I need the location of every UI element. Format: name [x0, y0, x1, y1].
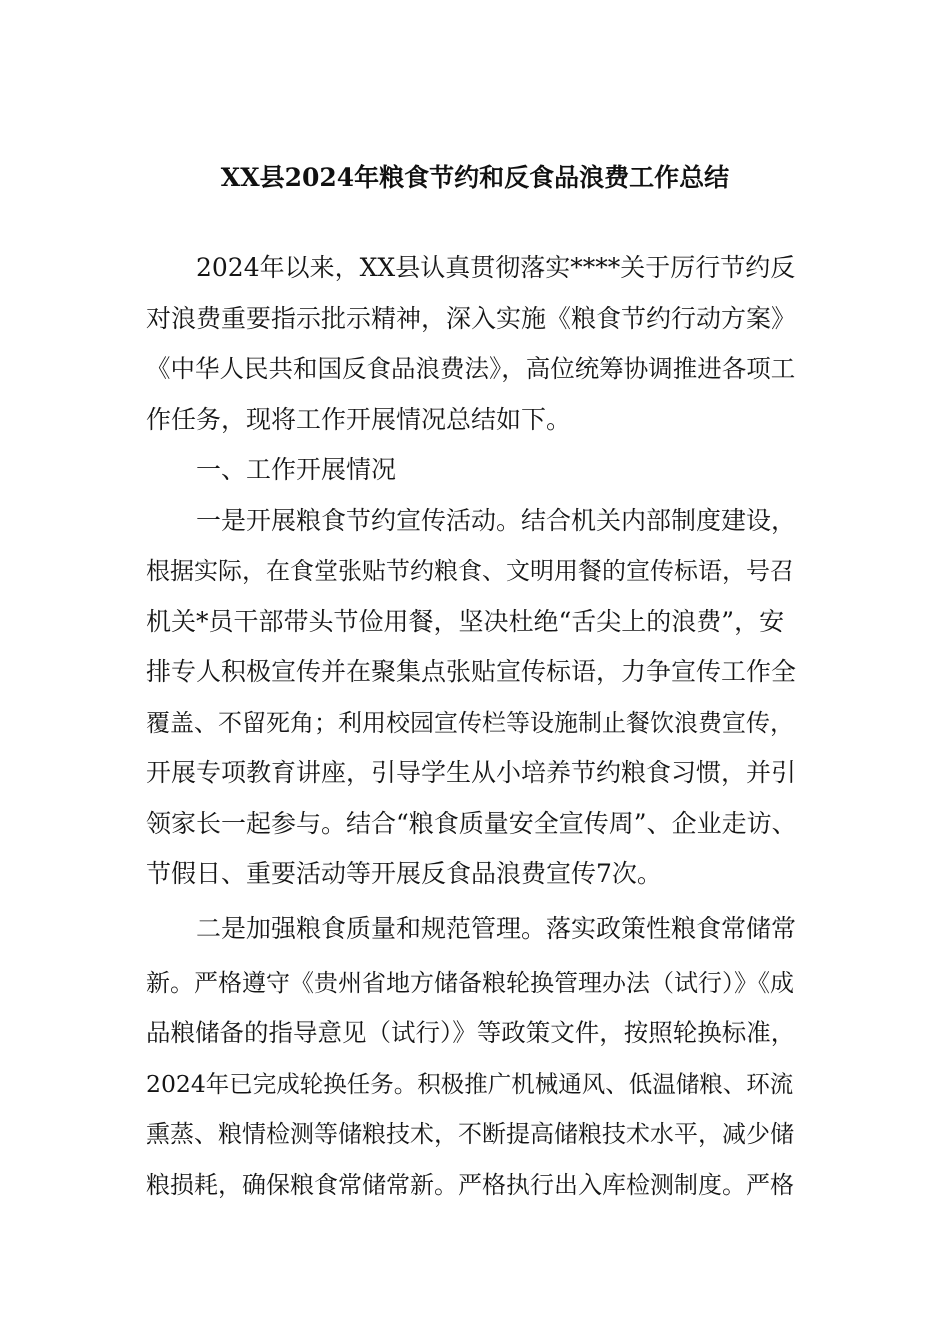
- paragraph-line: 根据实际，在食堂张贴节约粮食、文明用餐的宣传标语，号召: [146, 557, 794, 585]
- paragraph-line: 《中华人民共和国反食品浪费法》，高位统筹协调推进各项工: [146, 354, 796, 383]
- paragraph-line: 机关*员干部带头节俭用餐，坚决杜绝“舌尖上的浪费”，安: [146, 606, 785, 636]
- section-heading: 一、工作开展情况: [196, 455, 397, 484]
- paragraph-line: 作任务，现将工作开展情况总结如下。: [146, 404, 572, 434]
- paragraph-line: 一是开展粮食节约宣传活动。结合机关内部制度建设，: [196, 505, 797, 535]
- document-title: XX县2024年粮食节约和反食品浪费工作总结: [220, 163, 730, 192]
- paragraph-line: 熏蒸、粮情检测等储粮技术，不断提高储粮技术水平，减少储: [146, 1120, 794, 1148]
- paragraph-line: 2024年已完成轮换任务。积极推广机械通风、低温储粮、环流: [146, 1069, 794, 1098]
- paragraph-line: 覆盖、不留死角；利用校园宣传栏等设施制止餐饮浪费宣传，: [146, 708, 794, 737]
- paragraph-line: 新。严格遵守《贵州省地方储备粮轮换管理办法（试行）》《成: [146, 968, 794, 997]
- paragraph-line: 开展专项教育讲座，引导学生从小培养节约粮食习惯，并引: [146, 758, 797, 787]
- paragraph-line: 粮损耗，确保粮食常储常新。严格执行出入库检测制度。严格: [146, 1170, 794, 1199]
- paragraph-line: 品粮储备的指导意见（试行）》等政策文件，按照轮换标准，: [146, 1018, 796, 1047]
- paragraph-line: 对浪费重要指示批示精神，深入实施《粮食节约行动方案》: [146, 303, 797, 333]
- paragraph-line: 领家长一起参与。结合“粮食质量安全宣传周”、企业走访、: [146, 808, 797, 838]
- document-body: [146, 243, 806, 1210]
- paragraph-line: 排专人积极宣传并在聚集点张贴宣传标语，力争宣传工作全: [146, 657, 797, 686]
- paragraph-line: 二是加强粮食质量和规范管理。落实政策性粮食常储常: [196, 913, 797, 943]
- paragraph-line: 节假日、重要活动等开展反食品浪费宣传7次。: [146, 859, 662, 888]
- paragraph-line: 2024年以来，XX县认真贯彻落实****关于厉行节约反: [196, 253, 796, 282]
